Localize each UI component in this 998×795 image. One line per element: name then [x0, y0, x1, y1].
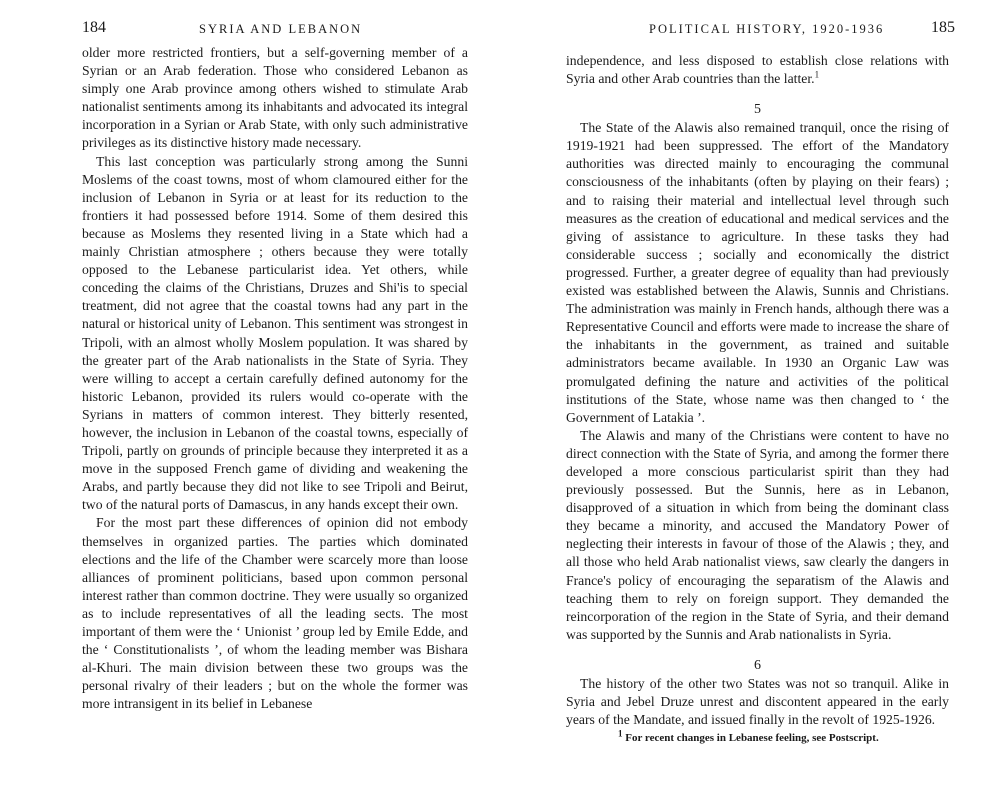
opening-paragraph-text: independence, and less disposed to establish close relations with Syria and other Arab countries than the latter.	[566, 53, 949, 87]
page-number-right: 185	[931, 19, 955, 36]
paragraph: The Alawis and many of the Christians were content to have no direct connection with the State of Syria, and among the former there developed a more conscious particularist spirit than they had previously possessed. But the Sunnis, here as in Lebanon, disapproved of a situation in which from being the dominant class they became a minority, and accused the Mandatory Power of neglecting their interests in favour of those of the Alawis ; they, and all those who held Arab nationalist views, saw clearly the dangers in France's policy of encouraging the separatism of the Alawis and teaching them to rely on foreign support. They demanded the reincorporation of the region in the State of Syria, and their demand was supported by the Sunnis and Arab nationalists in Syria.	[566, 427, 949, 642]
paragraph	[566, 52, 949, 88]
footnote-mark: 1	[618, 728, 623, 739]
running-head-left: SYRIA AND LEBANON	[199, 22, 363, 36]
paragraph: older more restricted frontiers, but a self-governing member of a Syrian or an Arab federation. Those who considered Lebanon as simply one Arab province among others wished to stimulate Arab nationalist sentiments among its inhabitants and advocated its integral incorporation in a Syrian or Arab State, with only such administrative privileges as its distinctive history made necessary.	[82, 45, 468, 151]
section-number: 6	[754, 657, 761, 673]
footnote-reference: 1	[814, 69, 820, 80]
footnote	[566, 728, 949, 745]
paragraph: For the most part these differences of opinion did not embody themselves in organized parties. The parties which dominated elections and the life of the Chamber were scarcely more than loose alliances of prominent politicians, based upon common personal interest rather than common doctrine. They were usually so organized as to include representatives of all the leading sects. The most important of them were the ‘ Unionist ’ group led by Emile Edde, and the ‘ Constitutionalists ’, of whom the leading member was Bishara al-Khuri. The main division between these two groups was the personal rivalry of their leaders ; but on the whole the former was more intransigent in its belief in Lebanese	[82, 515, 468, 712]
running-head-right: POLITICAL HISTORY, 1920-1936	[649, 22, 885, 36]
paragraph: The history of the other two States was not so tranquil. Alike in Syria and Jebel Druze unrest and discontent appeared in the early years of the Mandate, and issued finally in the revolt of 1925-1926.	[566, 675, 949, 728]
right-text-block	[566, 52, 949, 745]
footnote-text: For recent changes in Lebanese feeling, see Postscript.	[625, 732, 879, 745]
left-text-block	[82, 44, 468, 713]
paragraph: This last conception was particularly strong among the Sunni Moslems of the coast towns, most of whom clamoured either for the inclusion of Lebanon in Syria or at least for its reduction to the frontiers it had possessed before 1914. Some of them desired this because as Moslems they resented living in a State which had a mainly Christian atmosphere ; others because they were totally opposed to the Lebanese particularist idea. Yet others, while conceding the claims of the Christians, Druzes and Shi'is to special treatment, did not agree that the coastal towns had any part in the natural or historical unity of Lebanon. This sentiment was strongest in Tripoli, with an almost wholly Moslem population. It was shared by the greater part of the Arab nationalists in the State of Syria. They were willing to accept a certain carefully defined autonomy for the historic Lebanon, provided its rulers would co-operate with the Syrians in matters of common interest. They bitterly resented, however, the inclusion in Lebanon of the coastal towns, especially of Tripoli, partly on grounds of principle because they interpreted it as a move in the supposed French game of dividing and weakening the Arabs, and partly because they did not like to see Tripoli and Beirut, two of the natural ports of Damascus, in any hands except their own.	[82, 153, 468, 513]
section-number: 5	[754, 102, 761, 118]
paragraph: The State of the Alawis also remained tranquil, once the rising of 1919-1921 had been suppressed. The effort of the Mandatory authorities was directed mainly to encouraging the communal consciousness of the inhabitants (often by playing on their fears) ; and to raising their material and intellectual level through such measures as the creation of educational and medical services and the giving of assistance to agriculture. In these tasks they had considerable success ; socially and economically the district progressed. Further, a greater degree of equality than had previously existed was established between the Alawis, Sunnis and Christians. The administration was mainly in French hands, although there was a Representative Council and efforts were made to increase the share of the inhabitants in the government, as trained and suitable administrators became available. In 1930 an Organic Law was promulgated defining the nature and activities of the political institutions of the State, whose name was then changed to ‘ the Government of Latakia ’.	[566, 120, 949, 425]
page-number-left: 184	[82, 19, 106, 36]
